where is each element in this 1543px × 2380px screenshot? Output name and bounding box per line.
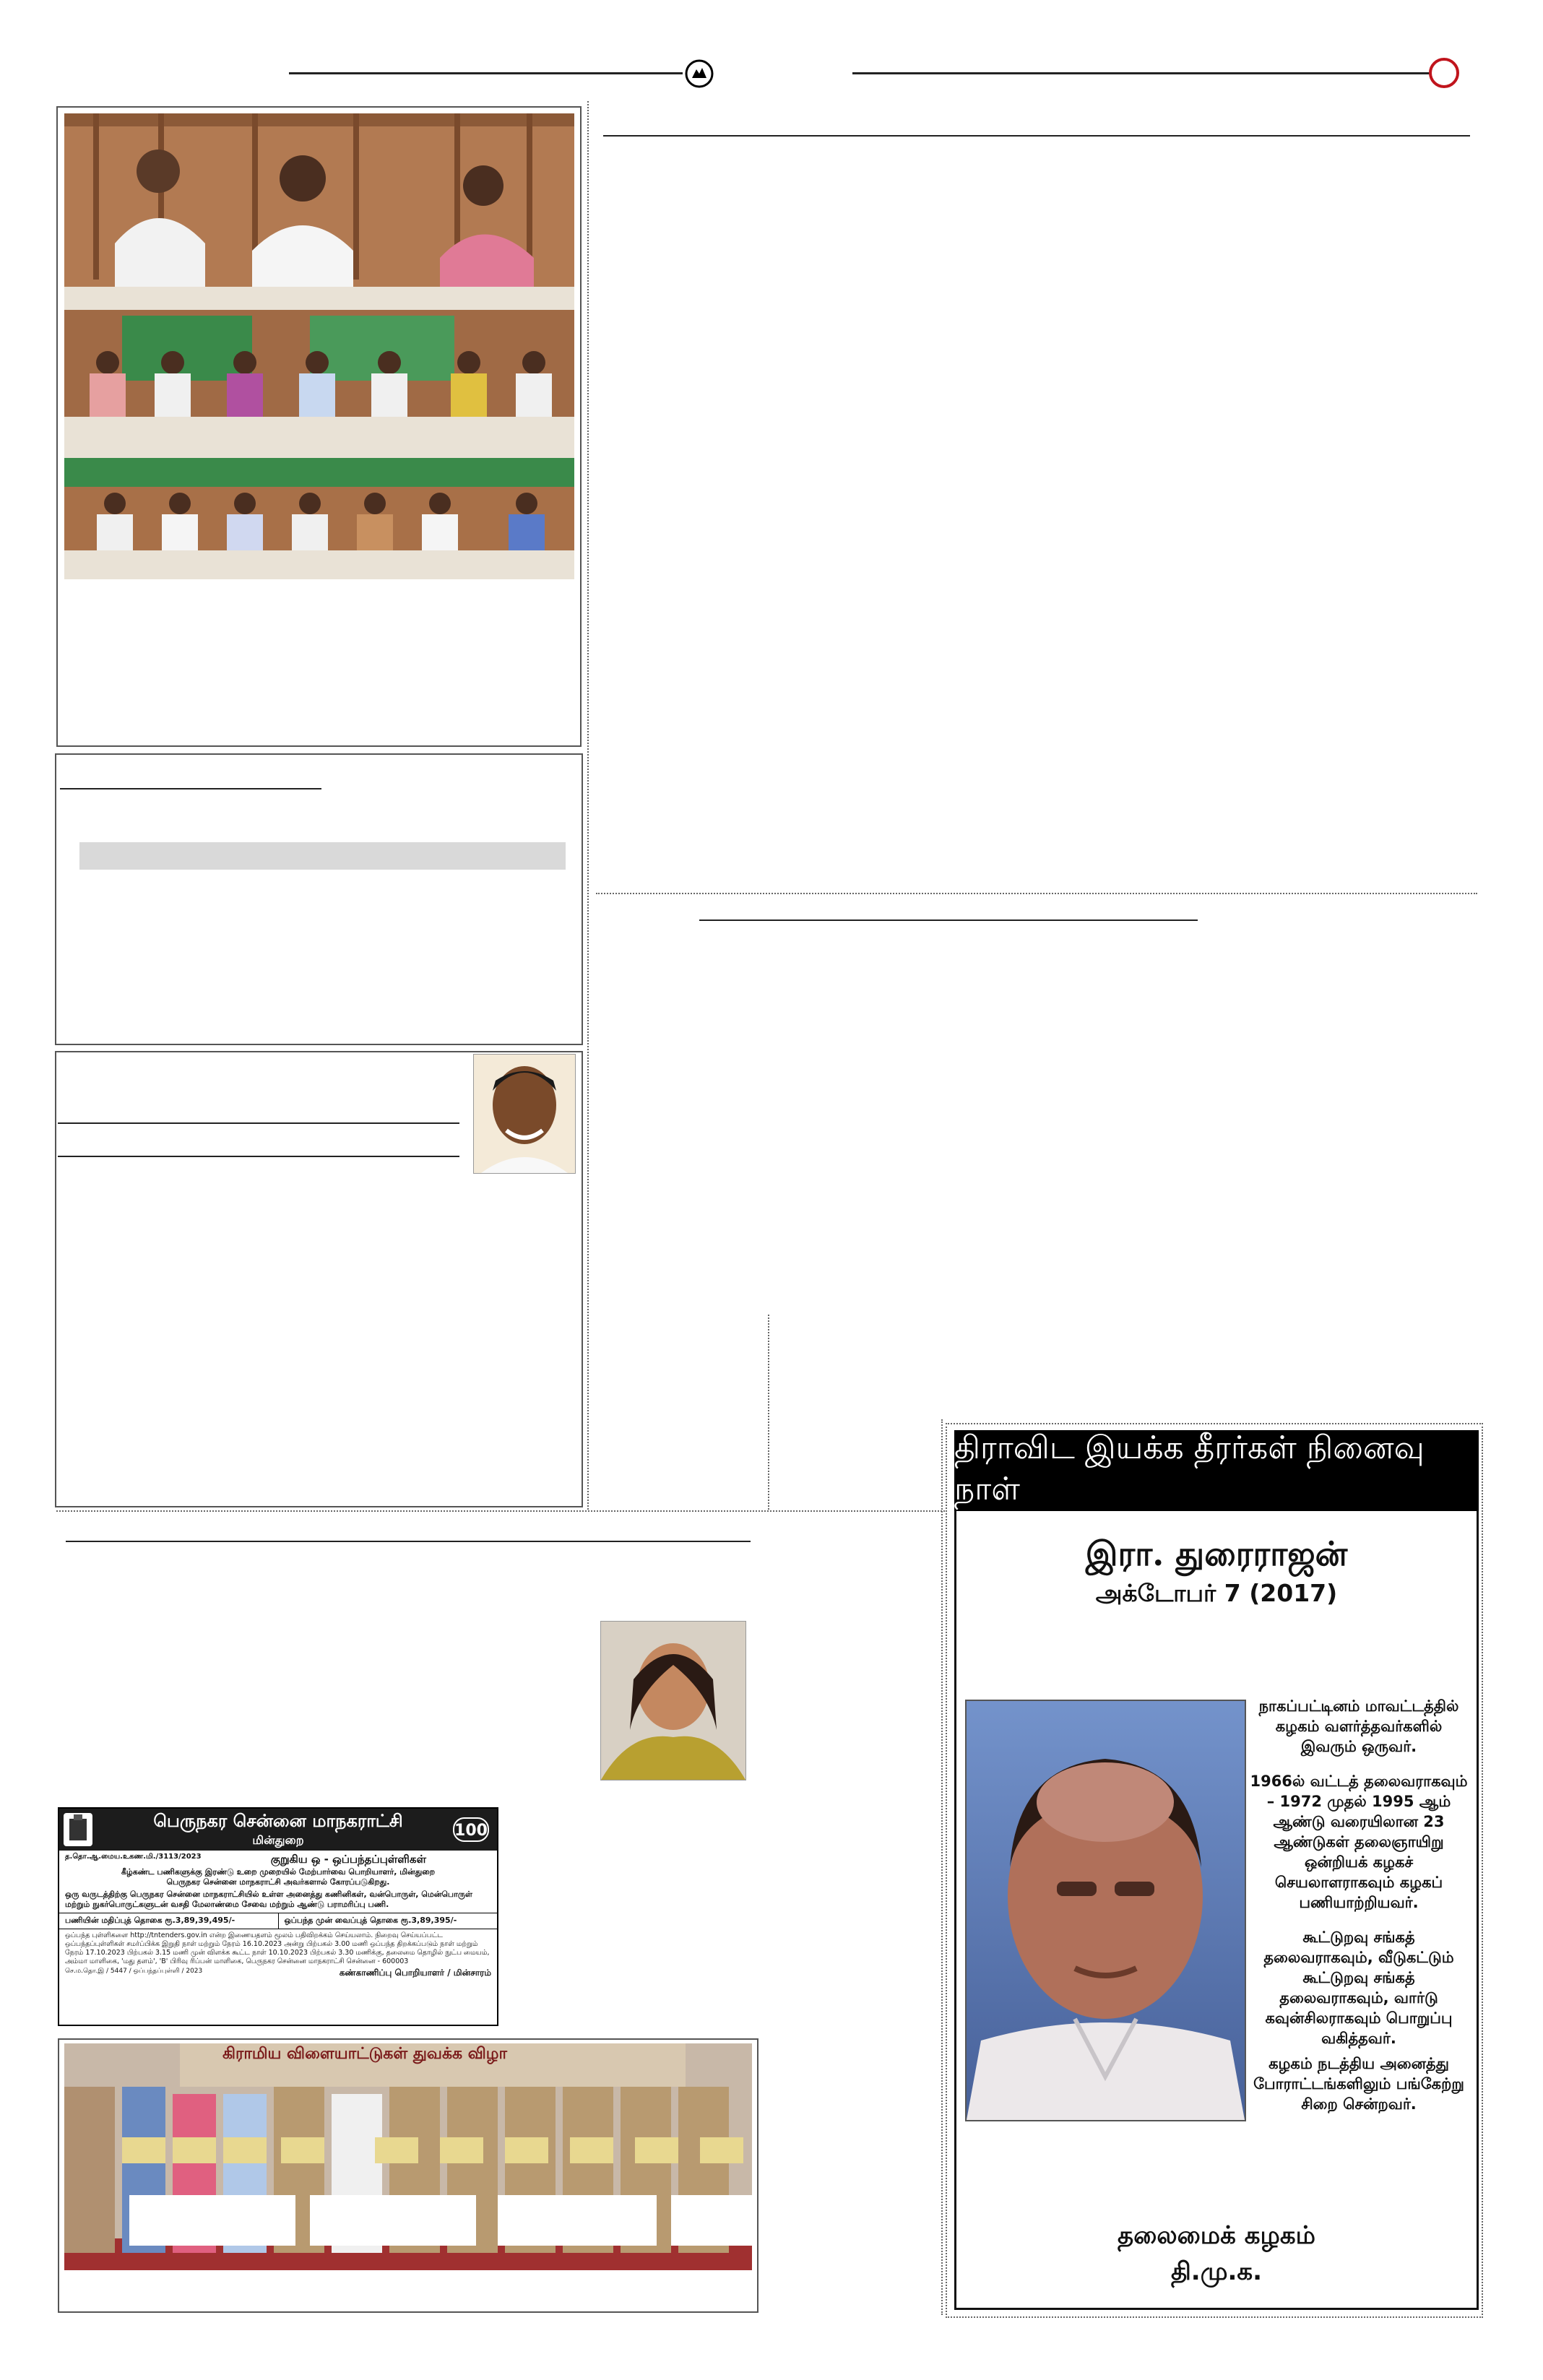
tender-footer-signatory: கண்காணிப்பு பொறியாளர் / மின்சாரம் — [339, 1968, 491, 1978]
memorial-paragraph-4: கழகம் நடத்திய அனைத்து போராட்டங்களிலும் பங்கேற்று சிறை சென்றவர். — [1253, 2055, 1464, 2113]
tender-work-description: ஒரு வருடத்திற்கு பெருநகர சென்னை மாநகராட்சியில் உள்ள அனைத்து கணினிகள், வன்பொருள், மென்பொருள் மற்றும் நுகர்பொருட்களுடன் வசதி மேலாண்மை சேவை மற்றும் ஆண்டு பராமரிப்பு பணி. — [65, 1890, 472, 1909]
memorial-footer-party: தி.மு.க. — [1170, 2257, 1263, 2286]
centenary-logo: 100 — [453, 1817, 489, 1842]
event-banner-text: கிராமிய விளையாட்டுகள் துவக்க விழா — [222, 2045, 507, 2063]
memorial-footer-org: தலைமைக் கழகம் — [1118, 2221, 1315, 2250]
column-heading-rule-2 — [58, 1156, 459, 1157]
tender-details: ஒப்பந்த புள்ளிகளை http://tntenders.gov.in என்ற இணையதளம் மூலம் பதிவிறக்கம் செய்யலாம். நிறைவு செய்யப்பட்ட ஒப்பந்தப்புள்ளிகள் சமர்ப்பிக்க இறுதி நாள் மற்றும் நேரம் 16.10.2023 அன்று பிற்பகல் 3.00 மணி ஒப்பந்த திறக்கப்படும் நாள் மற்றும் நேரம் 17.10.2023 பிற்பகல் 3.15 மணி முன் விளக்க கூட்ட நாள் 10.10.2023 பிற்பகல் 3.30 மணிக்கு, தலைமை தொழில் நுட்ப மையம், அம்மா மாளிகை, 'மது தளம்', 'B' பிரிவு ரிப்பன் மாளிகை, பெருநகர சென்னை மாநகராட்சி சென்னை - 600003 — [65, 1931, 490, 1965]
meeting-photo — [64, 113, 574, 579]
memorial-banner: திராவிட இயக்க தீரர்கள் நினைவு நாள் — [954, 1430, 1479, 1511]
tender-ad-subtitle: மின்துறை — [252, 1833, 304, 1847]
columnist-portrait — [473, 1054, 576, 1174]
corporation-emblem-icon — [64, 1813, 92, 1846]
party-emblem-icon — [685, 59, 714, 88]
article-heading-rule — [699, 919, 1198, 921]
column-separator-2 — [768, 1315, 769, 1510]
masthead-rule-right — [852, 72, 1430, 74]
column-separator-3 — [941, 1419, 943, 2315]
woman-portrait — [600, 1621, 746, 1780]
memorial-paragraph-2: 1966ல் வட்டத் தலைவராகவும் – 1972 முதல் 1995 ஆம் ஆண்டு வரையிலான 23 ஆண்டுகள் தலைஞாயிறு ஒன்றியக் கழகச் செயலாளராகவும் கழகப் பணியாற்றியவர். — [1250, 1773, 1468, 1911]
memorial-paragraph-1: நாகப்பட்டினம் மாவட்டத்தில் கழகம் வளர்த்தவர்களில் இவரும் ஒருவர். — [1258, 1697, 1459, 1755]
memorial-date: அக்டோபர் 7 (2017) — [1095, 1579, 1338, 1607]
article-top-rule — [603, 135, 1470, 137]
left-box-heading-rule — [60, 788, 321, 789]
column-heading-rule-1 — [58, 1122, 459, 1124]
left-box-highlight-bar — [79, 842, 566, 870]
left-news-box — [55, 753, 583, 1045]
article-divider — [596, 893, 1477, 894]
tender-advertisement — [58, 1807, 498, 2026]
tender-ad-title: பெருநகர சென்னை மாநகராட்சி — [153, 1811, 403, 1831]
tender-line-1: கீழ்கண்ட பணிகளுக்கு இரண்டு உறை முறையில் மேற்பார்வை பொறியாளர், மின்துறை — [121, 1867, 436, 1877]
column-separator — [587, 101, 589, 1510]
tender-ref: த.தொ.ஆ.மைய.உகண.மி./3113/2023 — [65, 1853, 202, 1861]
section-divider — [56, 1510, 945, 1512]
event-photo — [64, 2043, 752, 2270]
memorial-paragraph-3: கூட்டுறவு சங்கத் தலைவராகவும், வீடுகட்டும் கூட்டுறவு சங்கத் தலைவராகவும், வார்டு கவுன்சிலராகவும் பொறுப்பு வகித்தவர். — [1263, 1929, 1454, 2047]
memorial-portrait — [965, 1700, 1246, 2121]
tender-emd: ஒப்பந்த முன் வைப்புத் தொகை ரூ.3,89,395/- — [284, 1916, 457, 1925]
tender-footer-ref: செ.ம.தொ.இ / 5447 / ஒப்பந்தப்புள்ளி / 2023 — [65, 1968, 203, 1975]
page-circle-icon — [1429, 58, 1459, 88]
tender-ad-header — [59, 1809, 497, 1851]
memorial-name: இரா. துரைராஜன் — [1085, 1534, 1348, 1573]
tender-notice-title: குறுகிய ஒ - ஒப்பந்தப்புள்ளிகள் — [270, 1853, 426, 1866]
bottom-article-rule — [66, 1541, 751, 1542]
tender-value: பணியின் மதிப்புத் தொகை ரூ.3,89,39,495/- — [59, 1913, 279, 1929]
masthead-rule-left — [289, 72, 683, 74]
tender-line-2: பெருநகர சென்னை மாநகராட்சி அவர்களால் கோரப்படுகிறது. — [166, 1877, 390, 1887]
